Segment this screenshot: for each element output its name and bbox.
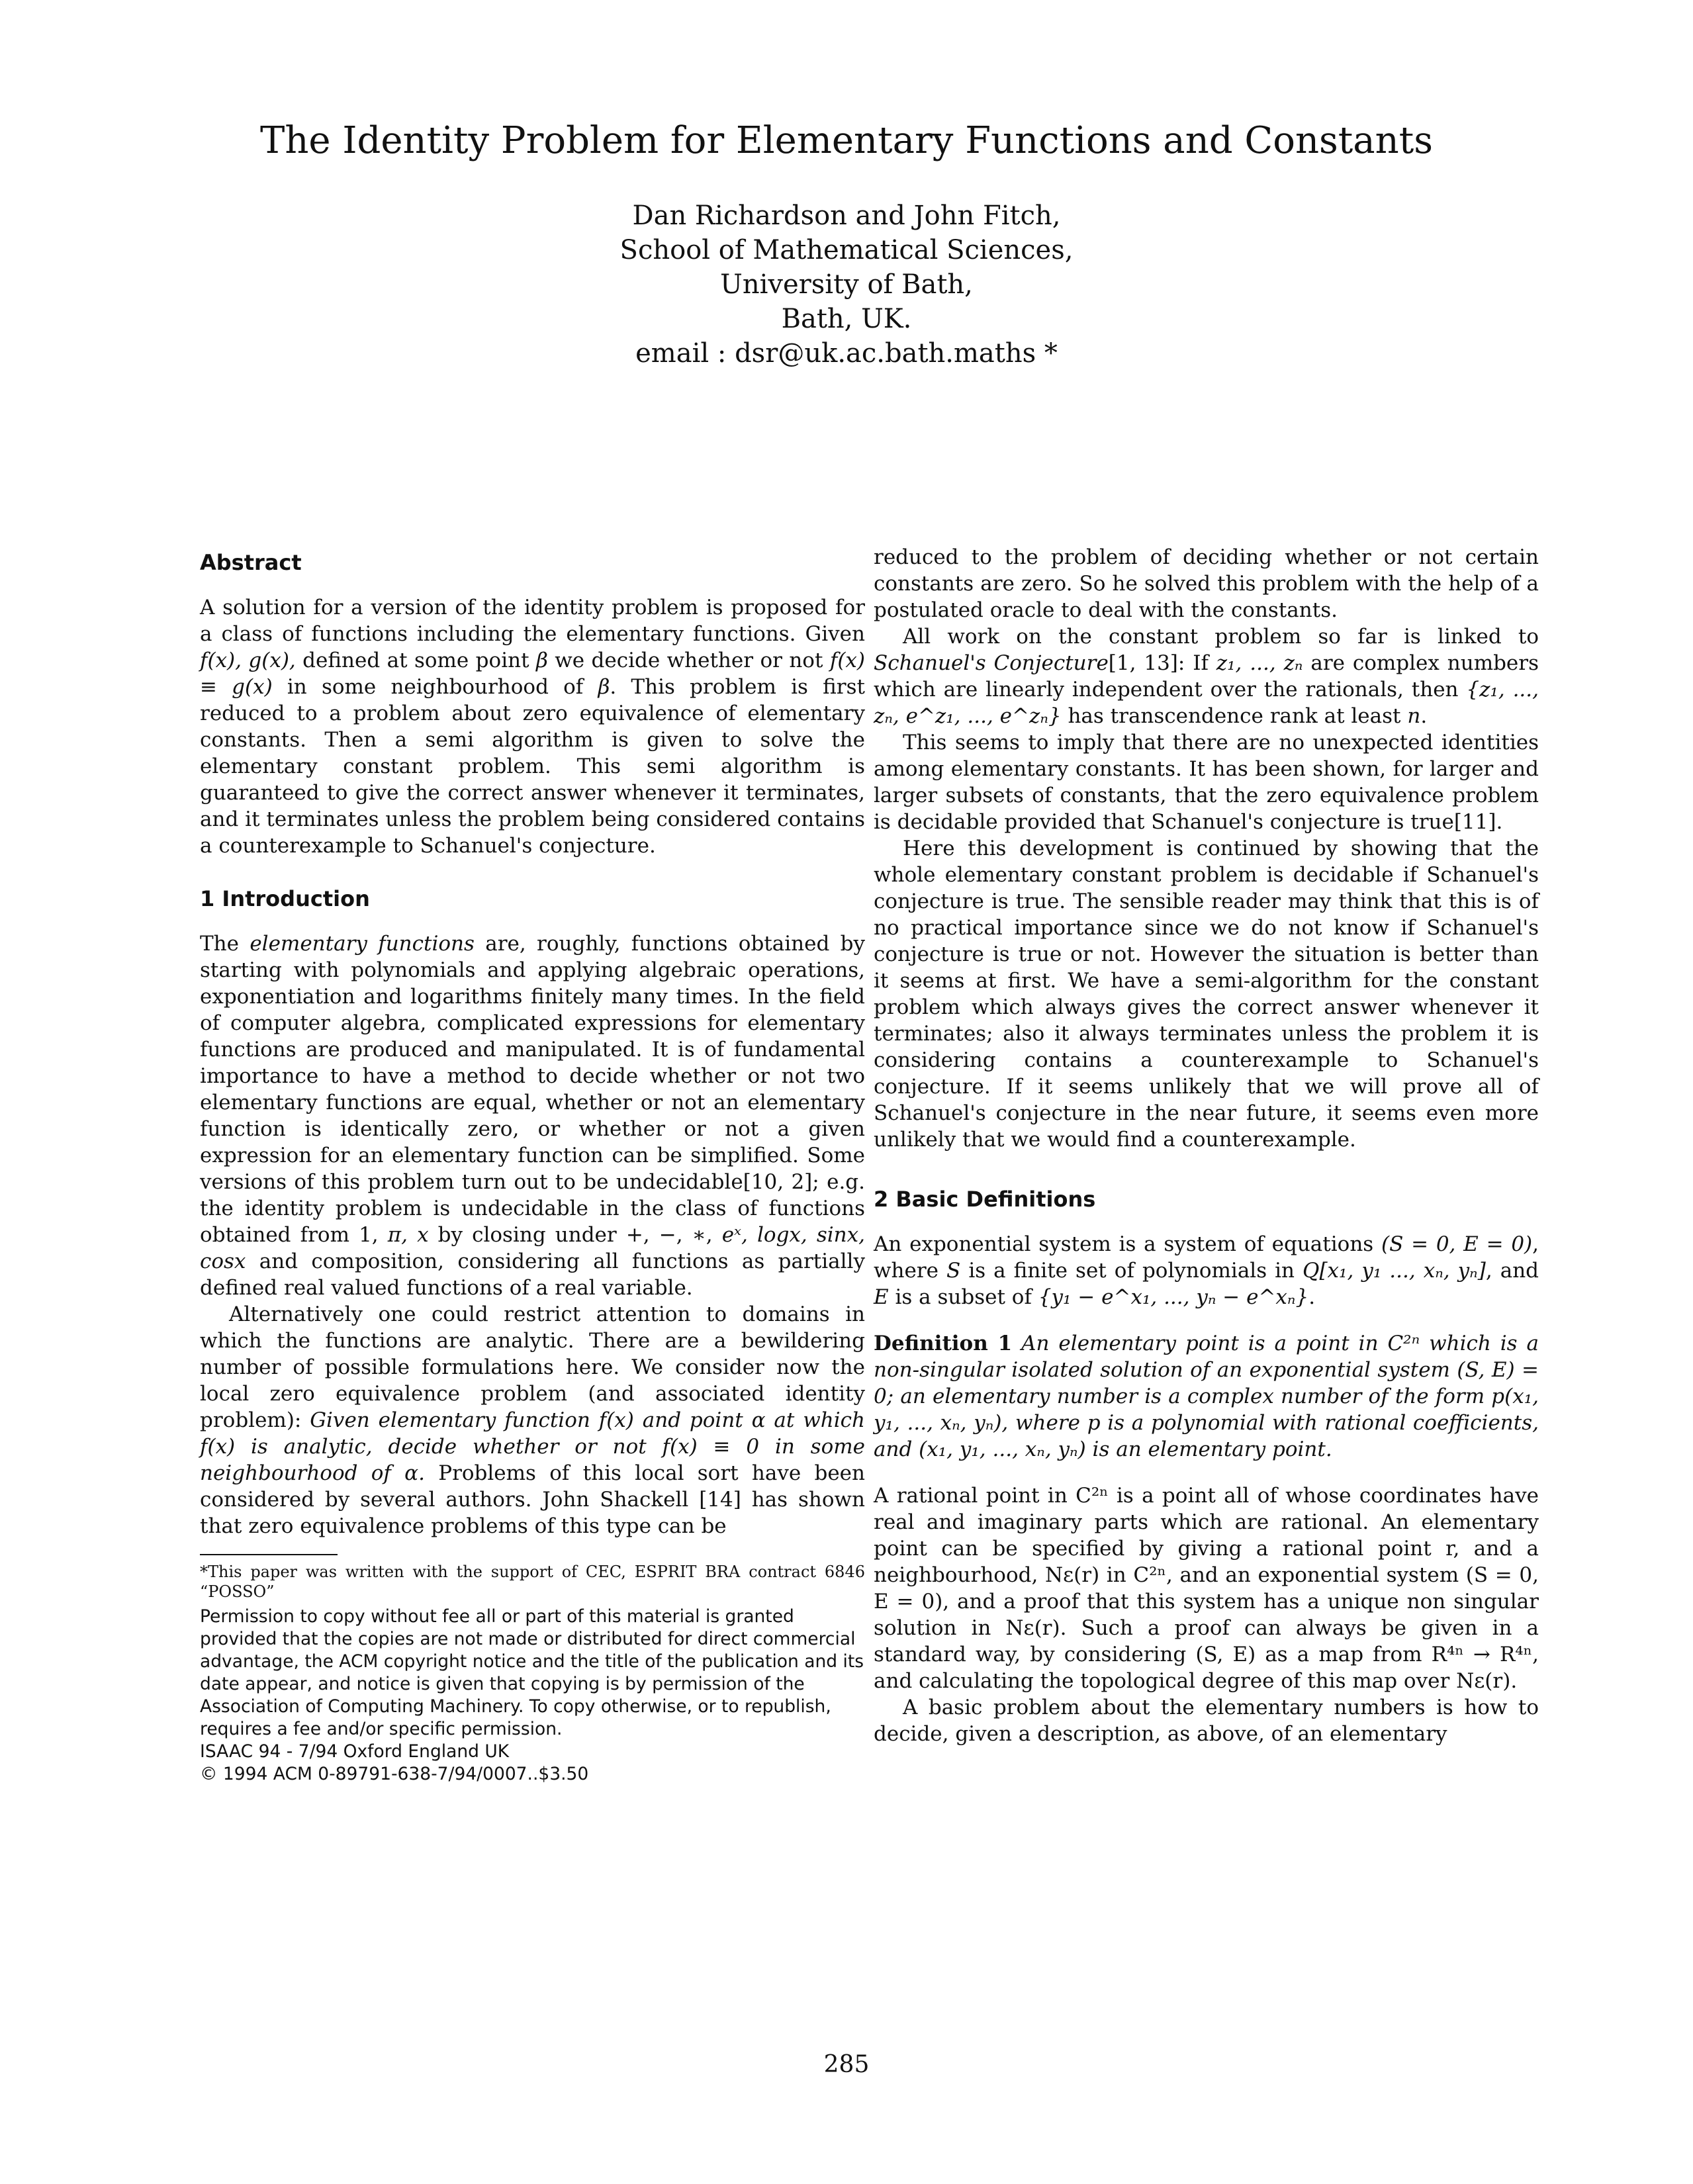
development-paragraph: Here this development is continued by showing that the whole elementary constant problem is decidable if Schanuel's conjecture is true. The sensible reader may think that this is of no practical importance since we do not know if Schanuel's conjecture is true or not. However the situation is better than it seems at first. We have a semi-algorithm for the constant problem which always gives the correct answer whenever it terminates; also it always terminates unless the problem it is considering contains a counterexample to Schanuel's conjecture. If it seems unlikely that we will prove all of Schanuel's conjecture in the near future, it seems even more unlikely that we would find a counterexample. xyxy=(874,837,1539,1152)
copyright-line: © 1994 ACM 0-89791-638-7/94/0007..$3.50 xyxy=(200,1764,589,1784)
abstract-paragraph: A solution for a version of the identity problem is proposed for a class of functions including the elementary functions. Given f(x), g(x), defined at some point β we decide whether or not f(x) ≡ g(x) in some neighbourhood of β. This problem is first reduced to a problem about zero equivalence of elementary constants. Then a semi algorithm is given to solve the elementary constant problem. This semi algorithm is guaranteed to give the correct answer whenever it terminates, and it terminates unless the problem being considered contains a counterexample to Schanuel's conjecture. xyxy=(200,596,865,858)
definition-label: Definition 1 xyxy=(874,1332,1013,1355)
permission-notice: Permission to copy without fee all or part of this material is granted provided that the copies are not made or distributed for direct commercial advantage, the ACM copyright notice and the title of the publication and its date appear, and notice is given that copying is by permission of the Association of Computing Machinery. To copy otherwise, or to republish, requires a fee and/or specific permission. xyxy=(200,1606,864,1739)
basic-problem-paragraph: A basic problem about the elementary numbers is how to decide, given a description, as above, of an elementary xyxy=(874,1696,1539,1746)
identities-paragraph: This seems to imply that there are no unexpected identities among elementary constants. It has been shown, for larger and larger subsets of constants, that the zero equivalence problem is decidable provided that Schanuel's conjecture is true[11]. xyxy=(874,731,1539,834)
paper-title: The Identity Problem for Elementary Functions and Constants xyxy=(260,119,1433,162)
right-column xyxy=(874,544,1539,1747)
definition-1: Definition 1 An elementary point is a point in C²ⁿ which is a non-singular isolated solution of an exponential system (S, E) = 0; an elementary number is a complex number of the form p(x₁, y₁, ..., xₙ, yₙ), where p is a polynomial with rational coefficients, and (x₁, y₁, ..., xₙ, yₙ) is an elementary point. xyxy=(874,1332,1539,1461)
author-block xyxy=(0,199,1693,371)
author-city: Bath, UK. xyxy=(781,304,912,334)
intro-paragraph-2: Alternatively one could restrict attention to domains in which the functions are analytic. There are a bewildering number of possible formulations here. We consider now the local zero equivalence problem (and associated identity problem): Given elementary function f(x) and point α at which f(x) is analytic, decide whether or not f(x) ≡ 0 in some neighbourhood of α. Problems of this local sort have been considered by several authors. John Shackell [14] has shown that zero equivalence problems of this type can be xyxy=(200,1302,865,1538)
author-university: University of Bath, xyxy=(720,269,973,300)
right-paragraph-continued: reduced to the problem of deciding whether or not certain constants are zero. So he solved this problem with the help of a postulated oracle to deal with the constants. xyxy=(874,545,1539,622)
author-email: email : dsr@uk.ac.bath.maths * xyxy=(635,338,1058,369)
exponential-system-paragraph: An exponential system is a system of equations (S = 0, E = 0), where S is a finite set of polynomials in Q[x₁, y₁ ..., xₙ, yₙ], and E is a subset of {y₁ − e^x₁, ..., yₙ − e^xₙ}. xyxy=(874,1232,1539,1309)
schanuel-paragraph: All work on the constant problem so far is linked to Schanuel's Conjecture[1, 13]: If z₁, ..., zₙ are complex numbers which are linearly independent over the rationals, then {z₁, ..., zₙ, e^z₁, ..., e^zₙ} has transcendence rank at least n. xyxy=(874,625,1539,728)
footnote: *This paper was written with the support of CEC, ESPRIT BRA contract 6846 “POSSO” xyxy=(200,1563,865,1601)
intro-paragraph-1: The elementary functions are, roughly, functions obtained by starting with polynomials and applying algebraic operations, exponentiation and logarithms finitely many times. In the field of computer algebra, complicated expressions for elementary functions are produced and manipulated. It is of fundamental importance to have a method to decide whether or not two elementary functions are equal, whether or not an elementary function is identically zero, or whether or not a given expression for an elementary function can be simplified. Some versions of this problem turn out to be undecidable[10, 2]; e.g. the identity problem is undecidable in the class of functions obtained from 1, π, x by closing under +, −, ∗, eˣ, logx, sinx, cosx and composition, considering all functions as partially defined real valued functions of a real variable. xyxy=(200,932,865,1300)
conference-venue: ISAAC 94 - 7/94 Oxford England UK xyxy=(200,1741,510,1762)
abstract-heading: Abstract xyxy=(200,550,302,575)
rational-point-paragraph: A rational point in C²ⁿ is a point all of whose coordinates have real and imaginary parts which are rational. An elementary point can be specified by giving a rational point r, and a neighbourhood, Nε(r) in C²ⁿ, and an exponential system (S = 0, E = 0), and a proof that this system has a unique non singular solution in Nε(r). Such a proof can always be given in a standard way, by considering (S, E) as a map from R⁴ⁿ → R⁴ⁿ, and calculating the topological degree of this map over Nε(r). xyxy=(874,1484,1539,1693)
footnote-rule xyxy=(200,1554,338,1555)
author-names: Dan Richardson and John Fitch, xyxy=(632,201,1061,231)
intro-heading: 1 Introduction xyxy=(200,886,370,911)
page-number: 285 xyxy=(823,2051,870,2078)
basic-definitions-heading: 2 Basic Definitions xyxy=(874,1187,1096,1212)
author-school: School of Mathematical Sciences, xyxy=(619,235,1074,265)
left-column xyxy=(200,549,865,1786)
